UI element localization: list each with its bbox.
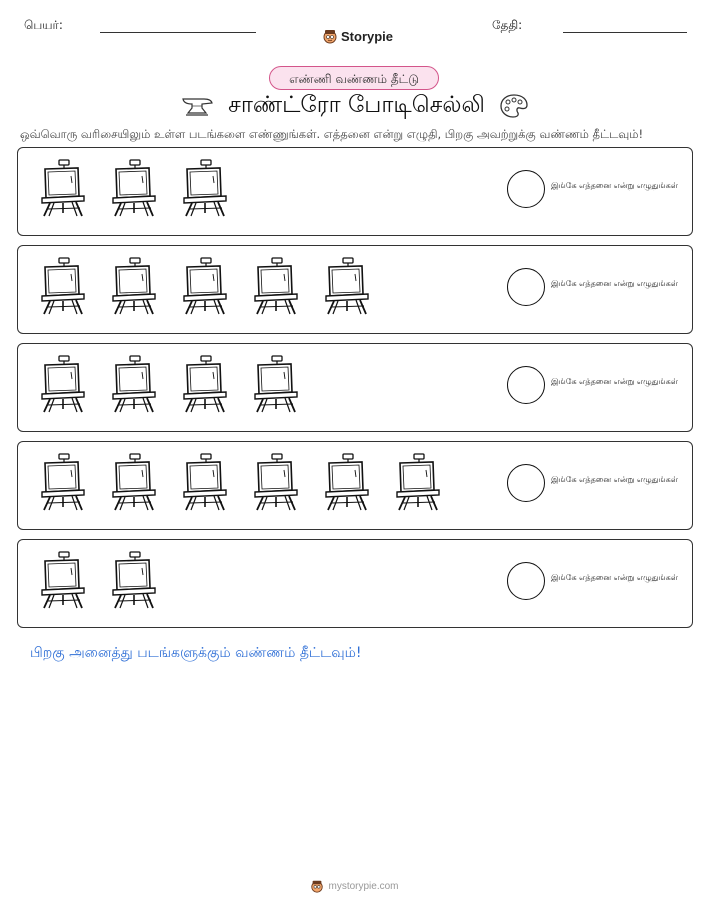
easel-icon[interactable] <box>30 452 101 512</box>
brand-logo <box>322 28 393 44</box>
easel-icon[interactable] <box>385 452 456 512</box>
answer-hint: இங்கே எத்தனை என்று எழுதுங்கள் <box>551 377 678 386</box>
easel-icon[interactable] <box>30 158 101 218</box>
answer-circle[interactable] <box>507 464 545 502</box>
counting-row <box>17 245 693 334</box>
easel-icon[interactable] <box>101 452 172 512</box>
easel-icon[interactable] <box>101 354 172 414</box>
worksheet-header <box>0 16 709 44</box>
answer-circle[interactable] <box>507 366 545 404</box>
palette-icon <box>499 93 529 119</box>
easel-icon[interactable] <box>101 158 172 218</box>
easel-group <box>30 354 314 414</box>
brand-name: Storypie <box>341 28 394 44</box>
easel-icon[interactable] <box>101 550 172 610</box>
page-title: சாண்ட்ரோ போடிசெல்லி <box>228 91 485 118</box>
easel-group <box>30 256 385 316</box>
answer-circle[interactable] <box>507 268 545 306</box>
easel-icon[interactable] <box>30 256 101 316</box>
name-write-line[interactable] <box>100 32 256 33</box>
worksheet-title <box>0 90 709 122</box>
counting-row <box>17 539 693 628</box>
instructions: ஒவ்வொரு வரிசையிலும் உள்ள படங்களை எண்ணுங்கள். எத்தனை என்று எழுதி, பிறகு அவற்றுக்கு வண்ணம் தீட்டவும்! <box>20 127 644 141</box>
footer-brand <box>0 879 709 893</box>
easel-icon[interactable] <box>314 256 385 316</box>
site-url: mystorypie.com <box>328 880 399 892</box>
easel-group <box>30 452 456 512</box>
easel-icon[interactable] <box>101 256 172 316</box>
counting-row <box>17 343 693 432</box>
easel-icon[interactable] <box>172 354 243 414</box>
easel-icon[interactable] <box>30 354 101 414</box>
answer-hint: இங்கே எத்தனை என்று எழுதுங்கள் <box>551 475 678 484</box>
counting-row <box>17 147 693 236</box>
easel-icon[interactable] <box>243 452 314 512</box>
footer-note: பிறகு அனைத்து படங்களுக்கும் வண்ணம் தீட்டவும்! <box>30 645 362 661</box>
answer-hint: இங்கே எத்தனை என்று எழுதுங்கள் <box>551 181 678 190</box>
easel-icon[interactable] <box>172 158 243 218</box>
name-label: பெயர்: <box>24 18 63 32</box>
easel-icon[interactable] <box>243 354 314 414</box>
easel-icon[interactable] <box>243 256 314 316</box>
anvil-icon <box>180 94 214 118</box>
easel-icon[interactable] <box>172 452 243 512</box>
answer-circle[interactable] <box>507 562 545 600</box>
answer-hint: இங்கே எத்தனை என்று எழுதுங்கள் <box>551 279 678 288</box>
counting-row <box>17 441 693 530</box>
easel-group <box>30 550 172 610</box>
easel-icon[interactable] <box>314 452 385 512</box>
storypie-mascot-icon <box>322 28 338 44</box>
easel-icon[interactable] <box>30 550 101 610</box>
answer-hint: இங்கே எத்தனை என்று எழுதுங்கள் <box>551 573 678 582</box>
date-write-line[interactable] <box>563 32 687 33</box>
storypie-mascot-icon <box>310 879 324 893</box>
worksheet-type-badge: எண்ணி வண்ணம் தீட்டு <box>269 66 439 90</box>
date-label: தேதி: <box>492 18 523 32</box>
answer-circle[interactable] <box>507 170 545 208</box>
easel-icon[interactable] <box>172 256 243 316</box>
easel-group <box>30 158 243 218</box>
